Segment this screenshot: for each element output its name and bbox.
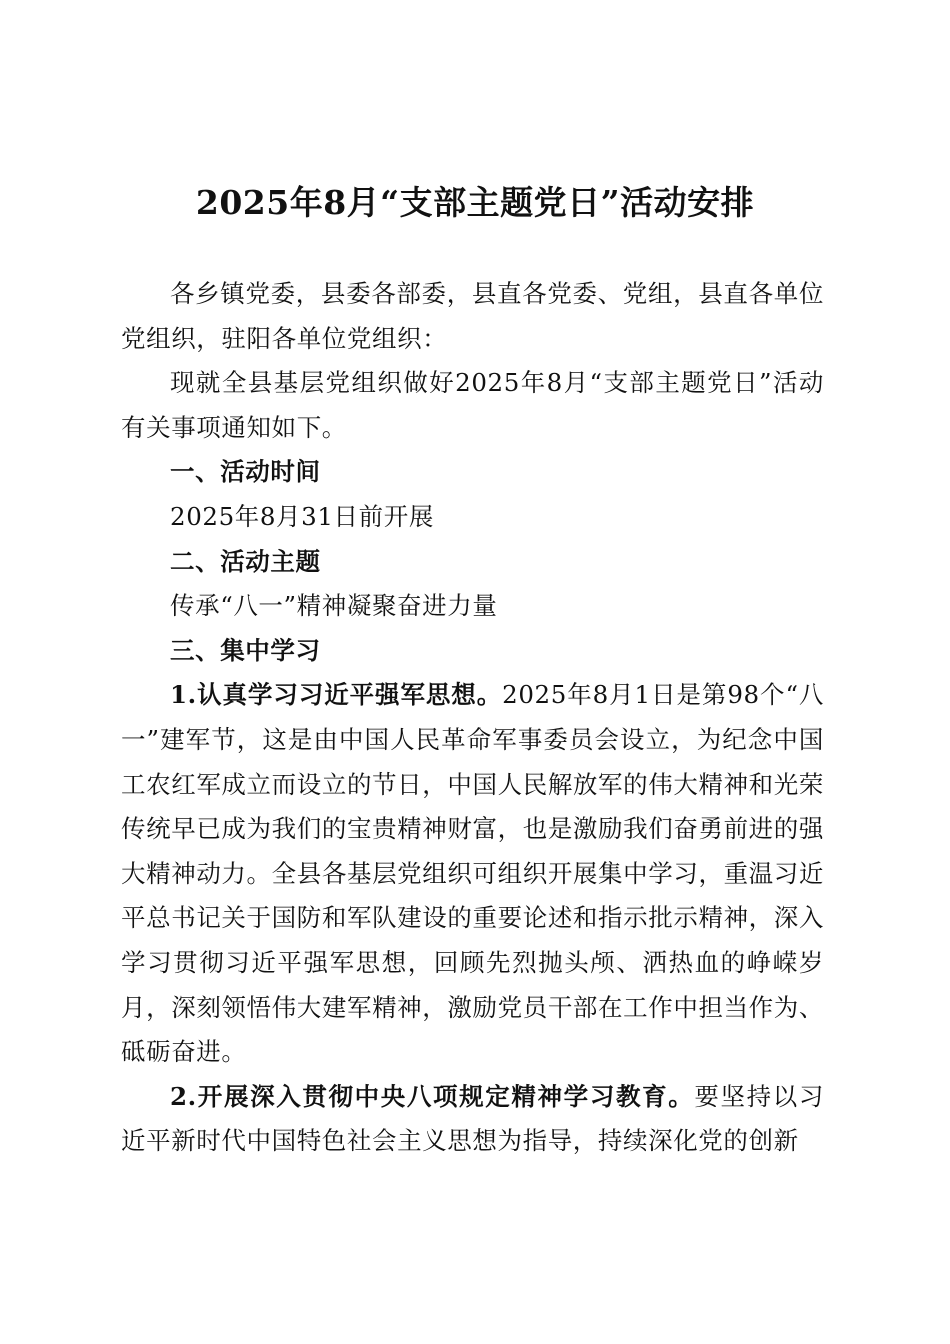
study-item-2 <box>121 1075 824 1164</box>
study-item-2-text: 要坚持以习近平新时代中国特色社会主义思想为指导，持续深化党的创新 <box>121 1081 824 1156</box>
intro-paragraph: 现就全县基层党组织做好2025年8月“支部主题党日”活动有关事项通知如下。 <box>121 368 824 442</box>
document-body <box>121 272 824 1164</box>
study-item-1-lead: 1.认真学习习近平强军思想。 <box>170 680 503 710</box>
study-item-1 <box>121 673 824 1074</box>
section-heading-theme: 二、活动主题 <box>170 546 321 576</box>
study-item-2-lead: 2.开展深入贯彻中央八项规定精神学习教育。 <box>170 1081 695 1111</box>
salutation-paragraph: 各乡镇党委，县委各部委，县直各党委、党组，县直各单位党组织，驻阳各单位党组织： <box>121 279 824 353</box>
section-heading-study: 三、集中学习 <box>170 635 321 665</box>
section-heading-time: 一、活动时间 <box>170 457 321 487</box>
section-text-time: 2025年8月31日前开展 <box>170 501 434 531</box>
document-title: 2025年8月“支部主题党日”活动安排 <box>195 183 755 222</box>
section-text-theme: 传承“八一”精神凝聚奋进力量 <box>170 591 498 621</box>
study-item-1-text: 2025年8月1日是第98个“八一”建军节，这是由中国人民革命军事委员会设立，为纪念中国工农红军成立而设立的节日，中国人民解放军的伟大精神和光荣传统早已成为我们的宝贵精神财富，也是激励我们奋勇前进的强大精神动力。全县各基层党组织可组织开展集中学习，重温习近平总书记关于国防和军队建设的重要论述和指示批示精神，深入学习贯彻习近平强军思想，回顾先烈抛头颅、洒热血的峥嵘岁月，深刻领悟伟大建军精神，激励党员干部在工作中担当作为、砥砺奋进。 <box>121 680 824 1067</box>
